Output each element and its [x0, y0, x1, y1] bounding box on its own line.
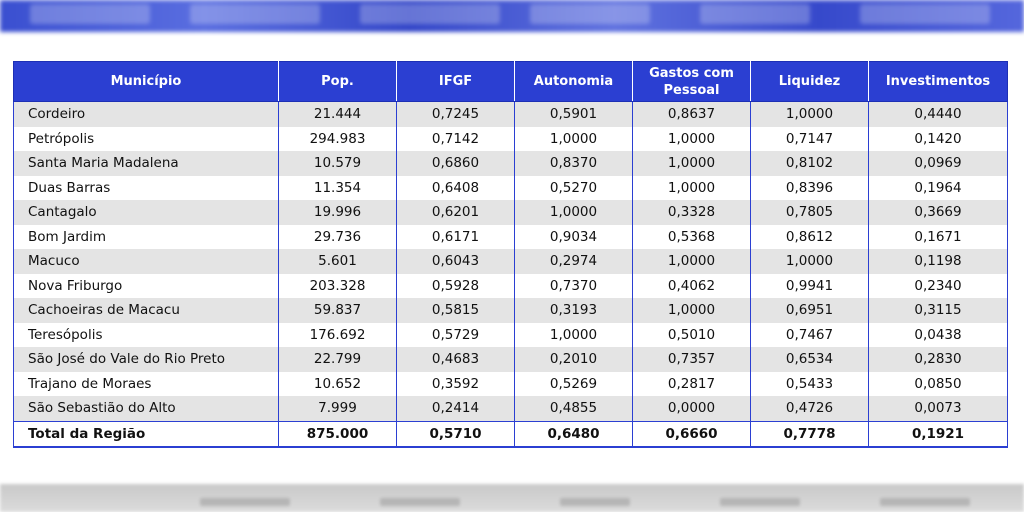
municipio-cell: Petrópolis	[14, 127, 279, 152]
pop-cell: 10.579	[279, 151, 397, 176]
autonomia-cell: 0,8370	[515, 151, 633, 176]
table-row	[14, 102, 1008, 127]
municipio-cell: São José do Vale do Rio Preto	[14, 347, 279, 372]
total-ifgf-cell: 0,5710	[397, 421, 515, 447]
header-liquidez: Liquidez	[751, 62, 869, 102]
pop-cell: 294.983	[279, 127, 397, 152]
header-autonomia: Autonomia	[515, 62, 633, 102]
liquidez-cell: 0,4726	[751, 396, 869, 421]
table-row	[14, 323, 1008, 348]
autonomia-cell: 0,5901	[515, 102, 633, 127]
autonomia-cell: 0,7370	[515, 274, 633, 299]
investimentos-cell: 0,1671	[869, 225, 1008, 250]
ifgf-cell: 0,7142	[397, 127, 515, 152]
liquidez-cell: 0,6534	[751, 347, 869, 372]
pop-cell: 5.601	[279, 249, 397, 274]
gastos-pessoal-cell: 0,2817	[633, 372, 751, 397]
liquidez-cell: 0,5433	[751, 372, 869, 397]
total-pop-cell: 875.000	[279, 421, 397, 447]
header-pop: Pop.	[279, 62, 397, 102]
municipio-cell: Cantagalo	[14, 200, 279, 225]
municipio-cell: Duas Barras	[14, 176, 279, 201]
table-row	[14, 347, 1008, 372]
ifgf-cell: 0,6408	[397, 176, 515, 201]
liquidez-cell: 1,0000	[751, 102, 869, 127]
gastos-pessoal-cell: 0,3328	[633, 200, 751, 225]
investimentos-cell: 0,1420	[869, 127, 1008, 152]
gastos-pessoal-cell: 0,5010	[633, 323, 751, 348]
investimentos-cell: 0,0969	[869, 151, 1008, 176]
table-row	[14, 249, 1008, 274]
investimentos-cell: 0,0073	[869, 396, 1008, 421]
header-ifgf: IFGF	[397, 62, 515, 102]
pop-cell: 22.799	[279, 347, 397, 372]
gastos-pessoal-cell: 1,0000	[633, 151, 751, 176]
municipio-cell: Cachoeiras de Macacu	[14, 298, 279, 323]
ifgf-cell: 0,2414	[397, 396, 515, 421]
table-row	[14, 151, 1008, 176]
liquidez-cell: 0,8396	[751, 176, 869, 201]
total-municipio-cell: Total da Região	[14, 421, 279, 447]
total-investimentos-cell: 0,1921	[869, 421, 1008, 447]
ifgf-cell: 0,5928	[397, 274, 515, 299]
gastos-pessoal-cell: 0,4062	[633, 274, 751, 299]
gastos-pessoal-cell: 0,8637	[633, 102, 751, 127]
table-row	[14, 127, 1008, 152]
municipio-cell: Cordeiro	[14, 102, 279, 127]
municipio-cell: Macuco	[14, 249, 279, 274]
total-autonomia-cell: 0,6480	[515, 421, 633, 447]
autonomia-cell: 0,2010	[515, 347, 633, 372]
investimentos-cell: 0,3115	[869, 298, 1008, 323]
ifgf-cell: 0,6860	[397, 151, 515, 176]
pop-cell: 19.996	[279, 200, 397, 225]
ifgf-cell: 0,4683	[397, 347, 515, 372]
gastos-pessoal-cell: 0,0000	[633, 396, 751, 421]
liquidez-cell: 0,9941	[751, 274, 869, 299]
municipality-indicator-table	[13, 61, 1008, 448]
autonomia-cell: 0,4855	[515, 396, 633, 421]
pop-cell: 7.999	[279, 396, 397, 421]
pop-cell: 203.328	[279, 274, 397, 299]
table-row	[14, 225, 1008, 250]
gastos-pessoal-cell: 1,0000	[633, 249, 751, 274]
liquidez-cell: 0,7467	[751, 323, 869, 348]
investimentos-cell: 0,0438	[869, 323, 1008, 348]
liquidez-cell: 0,7805	[751, 200, 869, 225]
header-gastos-pessoal: Gastos com Pessoal	[633, 62, 751, 102]
total-gastos-pessoal-cell: 0,6660	[633, 421, 751, 447]
autonomia-cell: 0,5269	[515, 372, 633, 397]
autonomia-cell: 1,0000	[515, 200, 633, 225]
municipio-cell: Santa Maria Madalena	[14, 151, 279, 176]
ifgf-cell: 0,3592	[397, 372, 515, 397]
investimentos-cell: 0,2830	[869, 347, 1008, 372]
total-liquidez-cell: 0,7778	[751, 421, 869, 447]
investimentos-cell: 0,3669	[869, 200, 1008, 225]
investimentos-cell: 0,1964	[869, 176, 1008, 201]
pop-cell: 176.692	[279, 323, 397, 348]
gastos-pessoal-cell: 1,0000	[633, 127, 751, 152]
municipio-cell: Nova Friburgo	[14, 274, 279, 299]
liquidez-cell: 0,6951	[751, 298, 869, 323]
table-row	[14, 372, 1008, 397]
pop-cell: 11.354	[279, 176, 397, 201]
liquidez-cell: 0,7147	[751, 127, 869, 152]
header-municipio: Município	[14, 62, 279, 102]
autonomia-cell: 0,3193	[515, 298, 633, 323]
municipio-cell: Bom Jardim	[14, 225, 279, 250]
autonomia-cell: 0,9034	[515, 225, 633, 250]
pop-cell: 29.736	[279, 225, 397, 250]
pop-cell: 21.444	[279, 102, 397, 127]
ifgf-cell: 0,6201	[397, 200, 515, 225]
table-row	[14, 176, 1008, 201]
table-row	[14, 396, 1008, 421]
ifgf-cell: 0,6043	[397, 249, 515, 274]
blurred-bottom-strip	[0, 484, 1024, 512]
municipio-cell: São Sebastião do Alto	[14, 396, 279, 421]
ifgf-cell: 0,5729	[397, 323, 515, 348]
ifgf-cell: 0,5815	[397, 298, 515, 323]
autonomia-cell: 0,2974	[515, 249, 633, 274]
table-header-row	[14, 62, 1008, 102]
gastos-pessoal-cell: 0,7357	[633, 347, 751, 372]
gastos-pessoal-cell: 0,5368	[633, 225, 751, 250]
municipio-cell: Teresópolis	[14, 323, 279, 348]
total-row	[14, 421, 1008, 447]
gastos-pessoal-cell: 1,0000	[633, 298, 751, 323]
investimentos-cell: 0,1198	[869, 249, 1008, 274]
investimentos-cell: 0,4440	[869, 102, 1008, 127]
indicator-table-container	[13, 61, 1007, 448]
investimentos-cell: 0,2340	[869, 274, 1008, 299]
header-investimentos: Investimentos	[869, 62, 1008, 102]
ifgf-cell: 0,6171	[397, 225, 515, 250]
liquidez-cell: 0,8612	[751, 225, 869, 250]
pop-cell: 59.837	[279, 298, 397, 323]
table-row	[14, 200, 1008, 225]
table-row	[14, 274, 1008, 299]
autonomia-cell: 1,0000	[515, 323, 633, 348]
liquidez-cell: 0,8102	[751, 151, 869, 176]
liquidez-cell: 1,0000	[751, 249, 869, 274]
autonomia-cell: 0,5270	[515, 176, 633, 201]
pop-cell: 10.652	[279, 372, 397, 397]
gastos-pessoal-cell: 1,0000	[633, 176, 751, 201]
investimentos-cell: 0,0850	[869, 372, 1008, 397]
ifgf-cell: 0,7245	[397, 102, 515, 127]
autonomia-cell: 1,0000	[515, 127, 633, 152]
table-row	[14, 298, 1008, 323]
blurred-top-banner	[0, 0, 1024, 32]
municipio-cell: Trajano de Moraes	[14, 372, 279, 397]
